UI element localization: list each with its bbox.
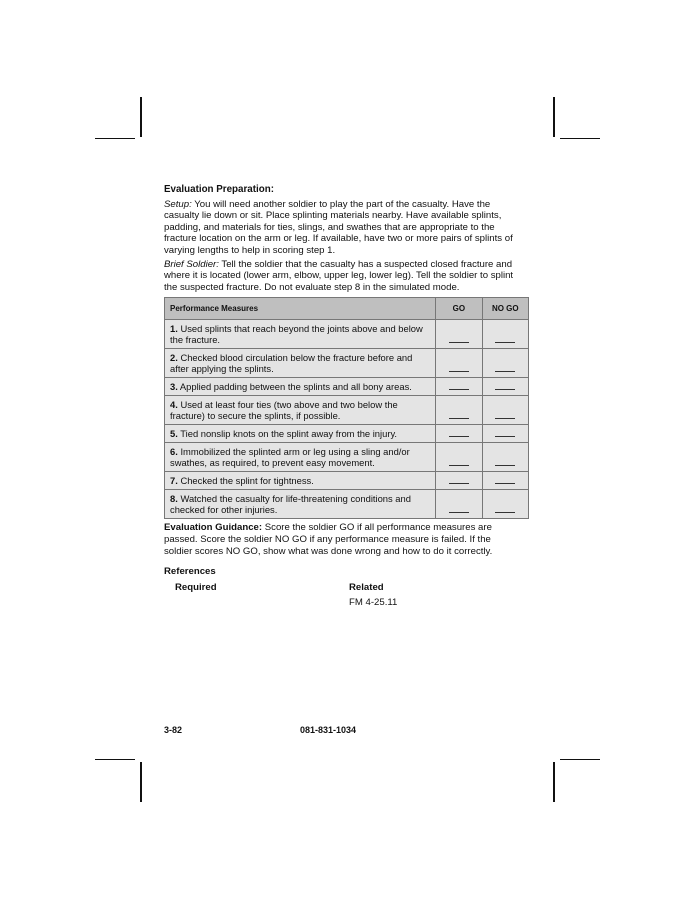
header-no-go: NO GO bbox=[482, 298, 528, 320]
measure-number: 1. bbox=[170, 323, 178, 335]
header-performance-measures: Performance Measures bbox=[165, 298, 436, 320]
crop-mark-bottom-right-vertical bbox=[553, 762, 555, 802]
measure-number: 8. bbox=[170, 493, 178, 505]
no-go-score-cell bbox=[482, 378, 528, 396]
table-row bbox=[165, 425, 529, 443]
measure-text: Used splints that reach beyond the joints above and below the fracture. bbox=[170, 323, 423, 346]
evaluation-preparation-heading: Evaluation Preparation: bbox=[164, 184, 274, 195]
go-score-blank bbox=[449, 511, 469, 513]
go-score-cell bbox=[436, 396, 482, 425]
no-go-score-blank bbox=[495, 464, 515, 466]
go-score-cell bbox=[436, 490, 482, 519]
go-score-blank bbox=[449, 370, 469, 372]
setup-paragraph bbox=[164, 199, 518, 257]
performance-measure-cell bbox=[165, 396, 436, 425]
evaluation-guidance-label: Evaluation Guidance: bbox=[164, 522, 263, 534]
evaluation-guidance-text: Score the soldier GO if all performance measures are passed. Score the soldier NO GO if any performance measure is failed. If the soldier scores NO GO, show what was done wrong and how to do it correctly. bbox=[164, 522, 493, 557]
no-go-score-cell bbox=[482, 490, 528, 519]
crop-mark-bottom-right-horizontal bbox=[560, 759, 600, 760]
no-go-score-blank bbox=[495, 511, 515, 513]
go-score-blank bbox=[449, 435, 469, 437]
measure-text: Applied padding between the splints and all bony areas. bbox=[179, 381, 412, 393]
page-content bbox=[164, 184, 518, 612]
no-go-score-cell bbox=[482, 349, 528, 378]
no-go-score-cell bbox=[482, 396, 528, 425]
go-score-blank bbox=[449, 388, 469, 390]
brief-soldier-label: Brief Soldier: bbox=[164, 258, 219, 270]
performance-measure-cell bbox=[165, 425, 436, 443]
measure-text: Watched the casualty for life-threatening conditions and checked for other injuries. bbox=[170, 493, 411, 516]
go-score-blank bbox=[449, 464, 469, 466]
related-value: FM 4-25.11 bbox=[349, 596, 398, 608]
measure-number: 4. bbox=[170, 399, 178, 411]
table-row bbox=[165, 320, 529, 349]
brief-soldier-paragraph bbox=[164, 259, 518, 294]
measure-number: 3. bbox=[170, 381, 178, 393]
no-go-score-cell bbox=[482, 472, 528, 490]
measure-number: 6. bbox=[170, 446, 178, 458]
table-header-row bbox=[165, 298, 529, 320]
go-score-cell bbox=[436, 349, 482, 378]
crop-mark-bottom-left-vertical bbox=[140, 762, 142, 802]
no-go-score-blank bbox=[495, 417, 515, 419]
table-row bbox=[165, 396, 529, 425]
measure-text: Immobilized the splinted arm or leg using a sling and/or swathes, as required, to prevent easy movement. bbox=[170, 446, 410, 469]
no-go-score-blank bbox=[495, 370, 515, 372]
table-row bbox=[165, 378, 529, 396]
document-number: 081-831-1034 bbox=[300, 725, 357, 735]
brief-soldier-text: Tell the soldier that the casualty has a suspected closed fracture and where it is located (lower arm, elbow, upper leg, lower leg). Tell the soldier to splint the suspected fracture. Do not evaluate step 8 in the simulated mode. bbox=[164, 258, 514, 293]
measure-number: 2. bbox=[170, 352, 178, 364]
go-score-blank bbox=[449, 482, 469, 484]
crop-mark-top-left-vertical bbox=[140, 97, 142, 137]
measure-text: Checked blood circulation below the fracture before and after applying the splints. bbox=[170, 352, 413, 375]
measure-text: Checked the splint for tightness. bbox=[180, 475, 314, 487]
measure-number: 7. bbox=[170, 475, 178, 487]
go-score-blank bbox=[449, 417, 469, 419]
header-go: GO bbox=[436, 298, 482, 320]
table-row bbox=[165, 490, 529, 519]
go-score-cell bbox=[436, 425, 482, 443]
references-block bbox=[164, 582, 518, 612]
performance-measure-cell bbox=[165, 472, 436, 490]
page-number: 3-82 bbox=[164, 725, 183, 735]
go-score-cell bbox=[436, 472, 482, 490]
go-score-cell bbox=[436, 378, 482, 396]
go-score-cell bbox=[436, 320, 482, 349]
required-label: Required bbox=[175, 581, 217, 593]
measure-text: Used at least four ties (two above and two below the fracture) to secure the splints, if possible. bbox=[170, 399, 398, 422]
performance-measures-table bbox=[164, 297, 529, 519]
no-go-score-blank bbox=[495, 388, 515, 390]
performance-measure-cell bbox=[165, 320, 436, 349]
table-row bbox=[165, 472, 529, 490]
measure-text: Tied nonslip knots on the splint away from the injury. bbox=[180, 428, 398, 440]
no-go-score-blank bbox=[495, 482, 515, 484]
no-go-score-blank bbox=[495, 341, 515, 343]
no-go-score-blank bbox=[495, 435, 515, 437]
setup-label: Setup: bbox=[164, 198, 192, 210]
no-go-score-cell bbox=[482, 425, 528, 443]
references-title: References bbox=[164, 566, 216, 578]
crop-mark-top-right-vertical bbox=[553, 97, 555, 137]
performance-measure-cell bbox=[165, 490, 436, 519]
table-row bbox=[165, 443, 529, 472]
crop-mark-bottom-left-horizontal bbox=[95, 759, 135, 760]
setup-text: You will need another soldier to play the part of the casualty. Have the casualty lie down or sit. Place splinting materials nearby. Have available splints, padding, and materials for ties, slings, and swathes that are appropriate to the fracture location on the arm or leg. If available, have two or more pairs of splints of varying lengths to help in scoring step 1. bbox=[164, 198, 513, 256]
related-label: Related bbox=[349, 581, 384, 593]
go-score-blank bbox=[449, 341, 469, 343]
table-row bbox=[165, 349, 529, 378]
go-score-cell bbox=[436, 443, 482, 472]
evaluation-guidance-paragraph bbox=[164, 522, 518, 557]
crop-mark-top-left-horizontal bbox=[95, 138, 135, 139]
crop-mark-top-right-horizontal bbox=[560, 138, 600, 139]
performance-measure-cell bbox=[165, 378, 436, 396]
measure-number: 5. bbox=[170, 428, 178, 440]
no-go-score-cell bbox=[482, 320, 528, 349]
no-go-score-cell bbox=[482, 443, 528, 472]
performance-measure-cell bbox=[165, 349, 436, 378]
performance-measure-cell bbox=[165, 443, 436, 472]
